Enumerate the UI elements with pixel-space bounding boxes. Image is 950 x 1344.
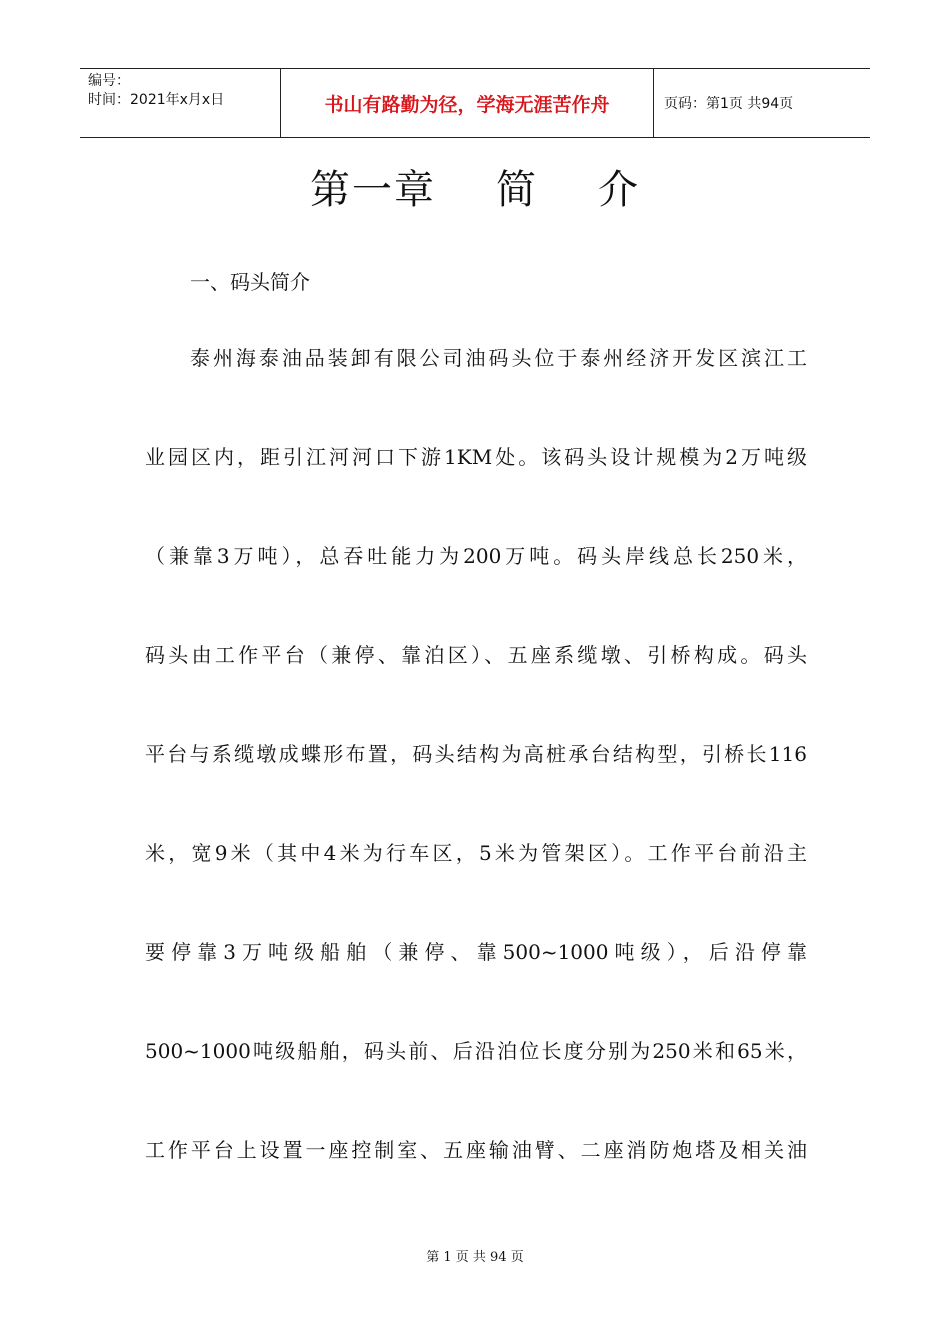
body-line: 要停靠3万吨级船舶（兼停、靠500~1000吨级），后沿停靠 xyxy=(145,940,807,964)
page-info-text: 页码：第1页 共94页 xyxy=(664,96,794,112)
body-line: 平台与系缆墩成蝶形布置，码头结构为高桩承台结构型，引桥长116 xyxy=(145,742,807,766)
page-info-cell xyxy=(654,69,870,137)
body-line: 业园区内，距引江河河口下游1KM处。该码头设计规模为2万吨级 xyxy=(145,445,807,469)
number-label: 编号： xyxy=(88,73,130,89)
chapter-title xyxy=(0,158,950,215)
body-line: 工作平台上设置一座控制室、五座输油臂、二座消防炮塔及相关油 xyxy=(145,1138,807,1162)
body-line: （兼靠3万吨），总吞吐能力为200万吨。码头岸线总长250米， xyxy=(145,544,807,568)
motto-text: 书山有路勤为径，学海无涯苦作舟 xyxy=(324,93,610,116)
section-heading: 一、码头简介 xyxy=(190,270,310,294)
time-label: 时间：2021年x月x日 xyxy=(88,92,225,108)
chapter-label: 第一章 xyxy=(310,167,436,213)
body-line: 码头由工作平台（兼停、靠泊区）、五座系缆墩、引桥构成。码头 xyxy=(145,643,807,667)
title-word-1: 简 xyxy=(496,167,538,213)
body-paragraph xyxy=(145,338,807,1229)
header-meta-cell xyxy=(80,69,281,137)
body-line: 泰州海泰油品装卸有限公司油码头位于泰州经济开发区滨江工 xyxy=(190,346,807,370)
motto-cell xyxy=(281,69,654,137)
page-footer: 第 1 页 共 94 页 xyxy=(426,1250,524,1265)
body-line: 500~1000吨级船舶，码头前、后沿泊位长度分别为250米和65米， xyxy=(145,1039,807,1063)
body-line: 米，宽9米（其中4米为行车区，5米为管架区）。工作平台前沿主 xyxy=(145,841,807,865)
title-word-2: 介 xyxy=(598,167,640,213)
document-header xyxy=(80,68,870,138)
